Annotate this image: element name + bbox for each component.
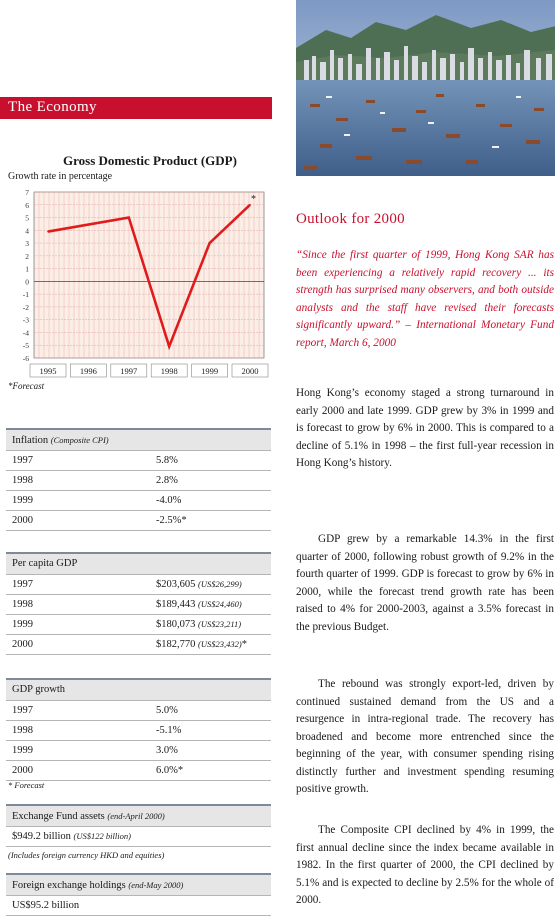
inflation-header — [6, 428, 271, 450]
x-tick-label: 2000 — [241, 366, 259, 376]
per-capita-gdp-table — [6, 552, 271, 655]
imf-quote: “Since the first quarter of 1999, Hong Kong SAR has been experiencing a relatively rapid recovery ... its strength has surprised many observers, and both outside analysts and the staff have revised their forecasts significantly upward.” – International Monetary Fund report, March 6, 2000 — [296, 249, 554, 349]
y-tick-label: 6 — [25, 200, 29, 210]
gdp-growth-footnote: * Forecast — [8, 780, 45, 790]
table-row — [6, 720, 271, 740]
row-year: 2000 — [12, 765, 33, 776]
row-value: 5.8% — [156, 455, 178, 466]
exchange-fund-footnote: (Includes foreign currency HKD and equities) — [8, 850, 165, 860]
forex-header — [6, 873, 271, 895]
row-year: 1998 — [12, 475, 33, 486]
forex-note: (end-May 2000) — [128, 880, 184, 890]
per-capita-label: Per capita GDP — [12, 558, 78, 569]
row-year: 2000 — [12, 515, 33, 526]
inflation-table — [6, 428, 271, 531]
harbour-photo — [296, 0, 555, 176]
row-value: $180,073 — [156, 619, 196, 630]
row-value: $189,443 — [156, 599, 196, 610]
row-usd: (US$24,460) — [198, 599, 242, 609]
paragraph: GDP grew by a remarkable 14.3% in the first quarter of 2000, following robust growth of 9.2% in the fourth quarter of 1999. GDP is forecast to grow by 6% in 2000, while the forecast trend growth rate has been raised to 4% for 2000-2003, against a 3.5% forecast in the previous Budget. — [296, 533, 554, 633]
exchange-fund-value: $949.2 billion — [12, 831, 71, 842]
exchange-fund-header — [6, 804, 271, 826]
y-tick-label: 4 — [25, 226, 29, 236]
section-title: The Economy — [8, 99, 97, 115]
y-tick-label: 1 — [25, 264, 29, 274]
data-point — [128, 217, 130, 219]
table-row — [6, 740, 271, 760]
row-value: $203,605 — [156, 579, 196, 590]
table-row — [6, 826, 271, 847]
per-capita-header — [6, 552, 271, 574]
y-tick-label: -6 — [22, 354, 29, 363]
table-row — [6, 895, 271, 916]
x-tick-label: 1997 — [120, 366, 138, 376]
row-value: 3.0% — [156, 745, 178, 756]
row-year: 1997 — [12, 705, 33, 716]
x-tick-label: 1998 — [160, 366, 178, 376]
y-tick-label: 0 — [25, 277, 29, 287]
row-value: -4.0% — [156, 495, 182, 506]
row-value: -5.1% — [156, 725, 182, 736]
x-tick-label: 1996 — [79, 366, 97, 376]
inflation-note: (Composite CPI) — [50, 435, 109, 445]
row-year: 1999 — [12, 495, 33, 506]
y-tick-label: 5 — [25, 213, 29, 223]
paragraph: The rebound was strongly export-led, driven by continued sustained demand from the US and a resurgence in intra-regional trade. The recovery has broadened and become more entrenched since the beginning of the year, with consumer spending rising distinctly further and investment spending resuming positive growth. — [296, 678, 554, 795]
row-year: 1999 — [12, 619, 33, 630]
y-tick-label: -4 — [22, 328, 29, 338]
row-value: 2.8% — [156, 475, 178, 486]
row-year: 2000 — [12, 639, 33, 650]
row-usd: (US$26,299) — [198, 579, 242, 589]
section-banner — [0, 97, 272, 119]
y-tick-label: -1 — [22, 290, 29, 300]
row-value: $182,770 — [156, 639, 196, 650]
outlook-title: Outlook for 2000 — [296, 211, 405, 227]
row-usd: (US$23,432) — [198, 639, 242, 649]
y-tick-label: 7 — [25, 188, 29, 197]
exchange-fund-usd: (US$122 billion) — [73, 831, 131, 841]
y-tick-label: -3 — [22, 315, 29, 325]
row-forecast-mark: * — [241, 639, 247, 650]
inflation-label: Inflation — [12, 435, 49, 446]
gdp-growth-table — [6, 678, 271, 781]
row-year: 1997 — [12, 579, 33, 590]
row-value: 6.0%* — [156, 765, 184, 776]
table-row — [6, 594, 271, 614]
row-value: -2.5%* — [156, 515, 187, 526]
gdp-growth-header — [6, 678, 271, 700]
y-tick-label: 3 — [25, 239, 29, 249]
table-row — [6, 700, 271, 720]
data-point — [47, 231, 49, 233]
paragraph: The Composite CPI declined by 4% in 1999, the first annual decline since the index became available in 1982. In the first quarter of 2000, the CPI declined by 5.1% and is expected to decline by 2.5% for the whole of 2000. — [296, 824, 554, 906]
row-year: 1998 — [12, 599, 33, 610]
row-year: 1998 — [12, 725, 33, 736]
paragraph: Hong Kong’s economy staged a strong turnaround in early 2000 and late 1999. GDP grew by 3% in 1999 and is forecast to grow by 6% in 2000. This is compared to a decline of 5.1% in 1998 – the first full-year recession in Hong Kong’s history. — [296, 387, 554, 469]
data-point — [168, 346, 170, 348]
row-year: 1999 — [12, 745, 33, 756]
table-row — [6, 614, 271, 634]
table-row — [6, 510, 271, 531]
y-tick-label: 2 — [25, 251, 29, 261]
y-tick-label: -2 — [22, 302, 29, 312]
table-row — [6, 760, 271, 781]
exchange-fund-note: (end-April 2000) — [107, 811, 165, 821]
row-year: 1997 — [12, 455, 33, 466]
table-row — [6, 574, 271, 594]
table-row — [6, 470, 271, 490]
gdp-growth-label: GDP growth — [12, 684, 65, 695]
table-row — [6, 450, 271, 470]
data-point — [209, 242, 211, 244]
chart-y-label: Growth rate in percentage — [8, 171, 113, 182]
forex-table — [6, 873, 271, 916]
table-row — [6, 490, 271, 510]
forecast-annotation: * — [251, 193, 256, 205]
chart-title: Gross Domestic Product (GDP) — [63, 153, 237, 168]
exchange-fund-table — [6, 804, 271, 847]
gdp-chart — [0, 186, 272, 380]
y-tick-label: -5 — [22, 341, 29, 351]
x-tick-label: 1995 — [39, 366, 57, 376]
table-row — [6, 634, 271, 655]
row-value: 5.0% — [156, 705, 178, 716]
x-tick-label: 1999 — [201, 366, 219, 376]
chart-footnote: *Forecast — [8, 381, 45, 391]
forex-label: Foreign exchange holdings — [12, 880, 126, 891]
row-usd: (US$23,211) — [198, 619, 242, 629]
exchange-fund-label: Exchange Fund assets — [12, 811, 105, 822]
forex-value: US$95.2 billion — [12, 900, 80, 911]
